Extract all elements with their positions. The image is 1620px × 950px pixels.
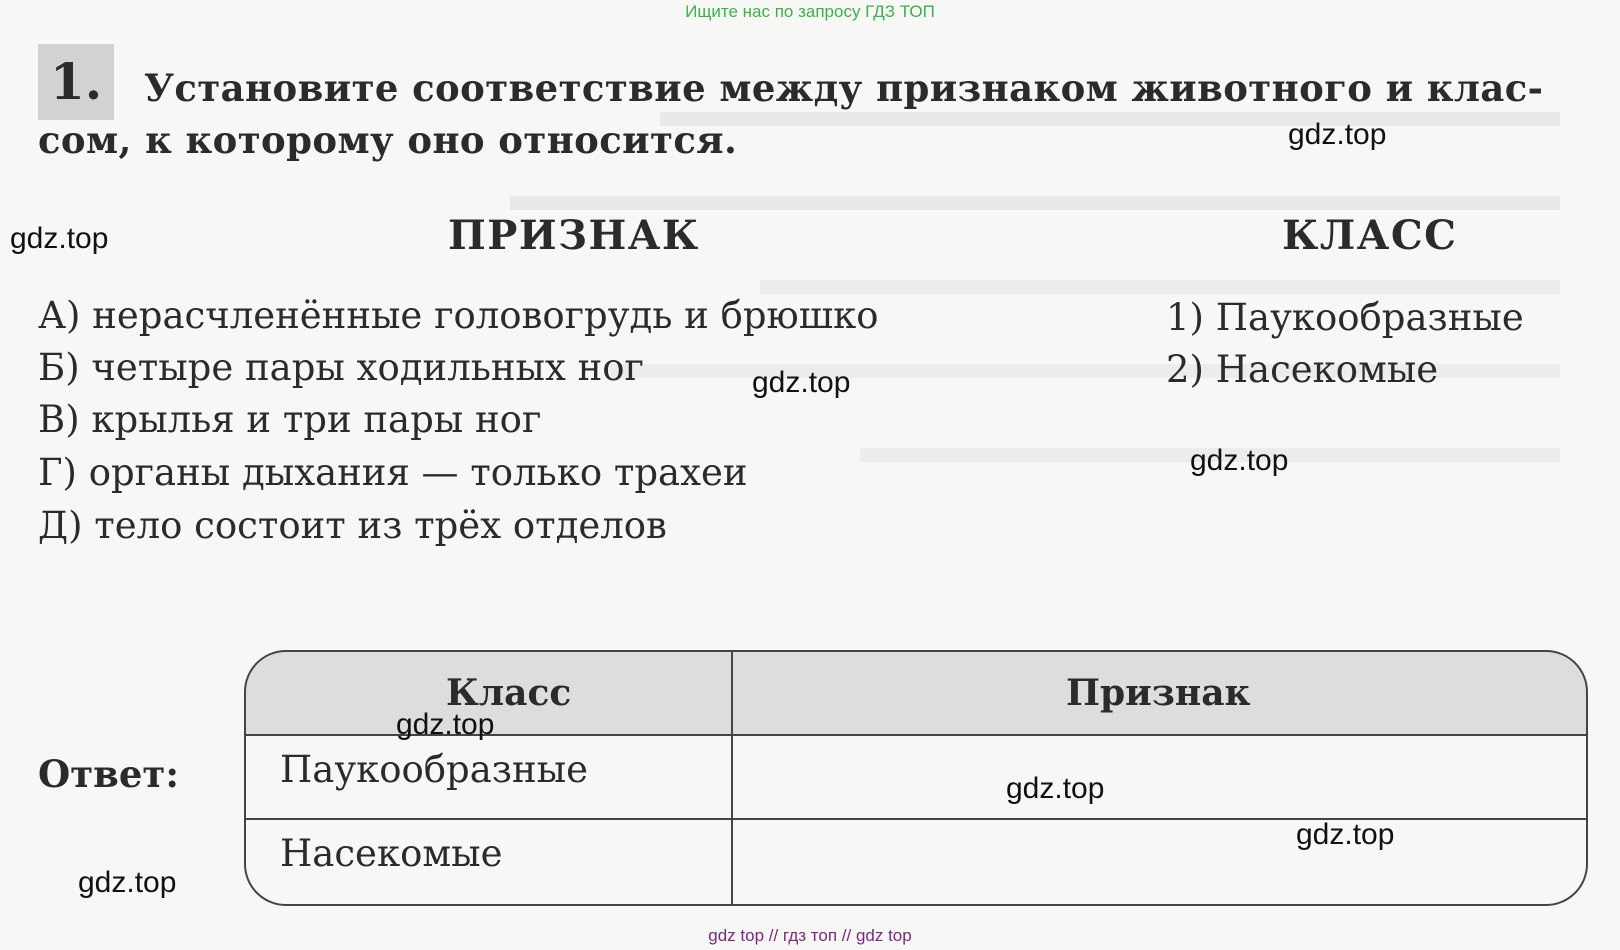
watermark: gdz.top: [752, 366, 851, 399]
feature-column-header: ПРИЗНАК: [448, 212, 700, 259]
bottom-watermark-links: gdz top // гдз топ // gdz top: [708, 926, 912, 945]
column-divider: [731, 652, 733, 904]
class-item-1: 1) Паукообразные: [1166, 296, 1524, 339]
task-line-1: Установите соответствие между признаком животного и клас-: [144, 66, 1544, 110]
watermark: gdz.top: [1006, 772, 1105, 805]
answer-row-1-class: Паукообразные: [280, 748, 588, 791]
answer-label: Ответ:: [38, 752, 179, 796]
feature-item-a: А) нерасчленённые головогрудь и брюшко: [38, 294, 879, 337]
class-column-header: КЛАСС: [1282, 212, 1458, 259]
search-hint-banner: Ищите нас по запросу ГДЗ ТОП: [685, 2, 935, 21]
feature-item-g: Г) органы дыхания — только трахеи: [38, 451, 748, 494]
feature-header-cell: Признак: [1066, 672, 1251, 714]
task-number: 1.: [50, 52, 103, 111]
watermark: gdz.top: [78, 866, 177, 899]
answer-row-2-class: Насекомые: [280, 832, 503, 875]
feature-item-d: Д) тело состоит из трёх отделов: [38, 504, 667, 547]
answer-table: [244, 650, 1588, 906]
feature-item-b: Б) четыре пары ходильных ног: [38, 346, 644, 389]
feature-item-v: В) крылья и три пары ног: [38, 398, 542, 441]
watermark: gdz.top: [1288, 118, 1387, 151]
task-line-2: сом, к которому оно относится.: [38, 118, 738, 162]
watermark: gdz.top: [396, 708, 495, 741]
class-item-2: 2) Насекомые: [1166, 348, 1439, 391]
watermark: gdz.top: [10, 222, 109, 255]
watermark: gdz.top: [1296, 818, 1395, 851]
class-header-cell: Класс: [446, 672, 572, 714]
watermark: gdz.top: [1190, 444, 1289, 477]
